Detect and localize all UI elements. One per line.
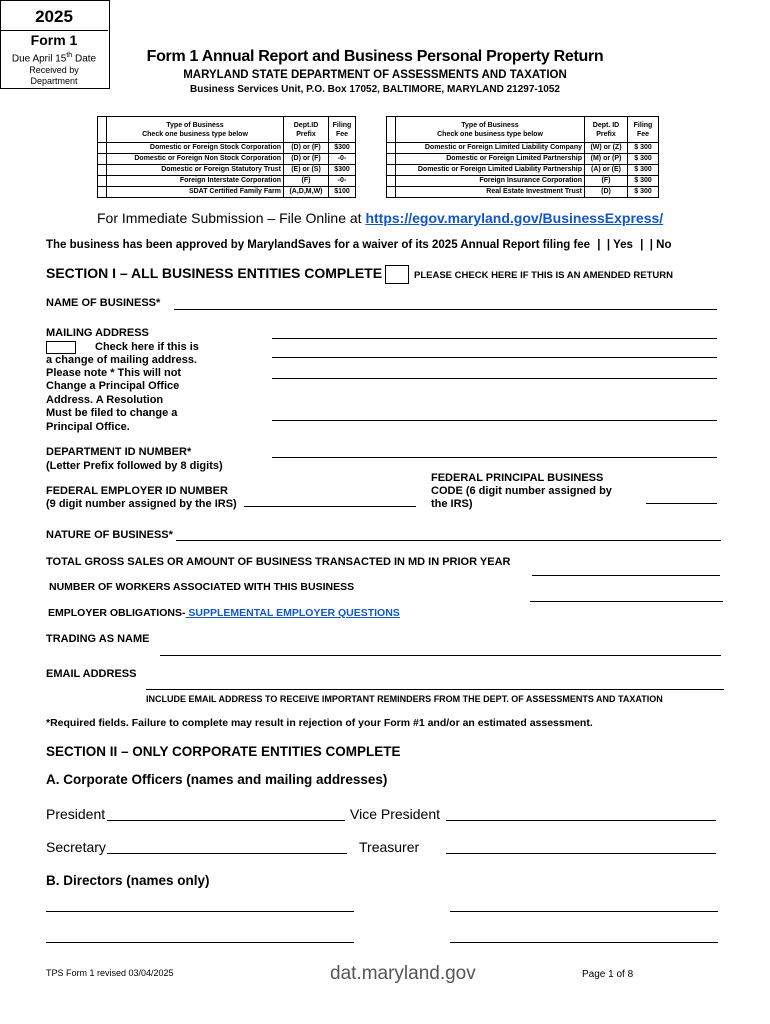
waiver-no-checkbox[interactable]: | | (640, 239, 653, 251)
director-field-3[interactable] (46, 942, 354, 943)
type-checkbox-header (98, 117, 107, 143)
employer-obligations (48, 607, 400, 619)
address-change-note: Change a Principal Office (46, 380, 180, 392)
page-number: Page 1 of 8 (582, 969, 634, 980)
trading-as-field[interactable] (160, 655, 721, 656)
business-type-row: Domestic or Foreign Non Stock Corporation (D) or (F) -0- (98, 154, 356, 165)
email-label: EMAIL ADDRESS (46, 668, 137, 680)
online-filing-notice (97, 210, 663, 226)
business-type-row: Foreign Insurance Corporation (F) $ 300 (387, 176, 659, 187)
type-checkbox[interactable] (98, 143, 107, 154)
corporate-officers-heading: A. Corporate Officers (names and mailing addresses) (46, 772, 388, 787)
department-id-label: DEPARTMENT ID NUMBER* (46, 446, 192, 458)
address-change-note: a change of mailing address. (46, 354, 197, 366)
type-checkbox[interactable] (387, 165, 396, 176)
fpbc-label: the IRS) (431, 498, 473, 510)
agency-address: Business Services Unit, P.O. Box 17052, BALTIMORE, MARYLAND 21297-1052 (190, 84, 560, 95)
mailing-address-line-1[interactable] (272, 338, 717, 339)
secretary-field[interactable] (107, 853, 347, 854)
trading-as-label: TRADING AS NAME (46, 633, 150, 645)
address-change-note: Principal Office. (46, 421, 130, 433)
business-express-link[interactable]: https://egov.maryland.gov/BusinessExpress/ (365, 210, 664, 226)
section-2-title: SECTION II – ONLY CORPORATE ENTITIES COMPLETE (46, 744, 401, 759)
business-type-row: Real Estate Investment Trust (D) $ 300 (387, 187, 659, 198)
waiver-no-label: No (656, 239, 672, 251)
department-id-note: (Letter Prefix followed by 8 digits) (46, 460, 223, 472)
mailing-address-line-2[interactable] (272, 357, 717, 358)
fein-field[interactable] (244, 506, 416, 507)
type-checkbox[interactable] (387, 154, 396, 165)
email-field[interactable] (146, 689, 724, 690)
employer-obligations-label: EMPLOYER OBLIGATIONS- (48, 607, 186, 619)
year-box (0, 0, 110, 89)
type-checkbox[interactable] (98, 165, 107, 176)
section-1-title: SECTION I – ALL BUSINESS ENTITIES COMPLETE (46, 265, 383, 281)
mailing-address-line-4[interactable] (272, 420, 717, 421)
fein-label: FEDERAL EMPLOYER ID NUMBER (46, 485, 228, 497)
business-name-label: NAME OF BUSINESS* (46, 297, 161, 309)
vice-president-field[interactable] (446, 820, 716, 821)
business-type-row: Domestic or Foreign Limited Partnership (M) or (P) $ 300 (387, 154, 659, 165)
required-fields-note: *Required fields. Failure to complete may result in rejection of your Form #1 and/or an estimated assessment. (46, 717, 593, 729)
address-change-note: Check here if this is (95, 341, 199, 353)
received-stamp-area: Received by Department (29, 65, 79, 86)
workers-field[interactable] (530, 601, 723, 602)
business-type-table-left: Type of Business Check one business type below Dept.ID Prefix Filing Fee Domestic or Foreign Stock Corporation (D) or (F) $300 Domestic or Foreign Non Stock Corporation (D) or (F) -0- Domestic or Foreign Statutory Trust (E) or (S) $300 Foreign Interstate Corporation (F) -0- SDAT Certified Family Farm (A,D,M,W) $100 (97, 116, 356, 198)
mailing-address-line-3[interactable] (272, 378, 717, 379)
type-checkbox[interactable] (387, 143, 396, 154)
business-type-row: Domestic or Foreign Limited Liability Partnership (A) or (E) $ 300 (387, 165, 659, 176)
director-field-4[interactable] (450, 942, 718, 943)
fpbc-field[interactable] (646, 503, 717, 504)
gross-sales-label: TOTAL GROSS SALES OR AMOUNT OF BUSINESS TRANSACTED IN MD IN PRIOR YEAR (46, 556, 511, 568)
type-checkbox[interactable] (98, 154, 107, 165)
nature-of-business-field[interactable] (176, 540, 721, 541)
address-change-note: Address. A Resolution (46, 394, 164, 406)
form-number: Form 1 (30, 32, 78, 48)
waiver-yes-checkbox[interactable]: | | (597, 239, 611, 251)
address-change-checkbox[interactable] (46, 341, 76, 354)
business-type-row: SDAT Certified Family Farm (A,D,M,W) $100 (98, 187, 356, 198)
type-checkbox[interactable] (98, 187, 107, 198)
mailing-address-label: MAILING ADDRESS (46, 327, 149, 339)
type-checkbox[interactable] (387, 187, 396, 198)
address-change-note: Must be filed to change a (46, 407, 178, 419)
fpbc-label: CODE (6 digit number assigned by (431, 485, 612, 497)
amended-return-checkbox[interactable] (385, 265, 409, 284)
department-id-field[interactable] (272, 457, 717, 458)
type-checkbox[interactable] (387, 176, 396, 187)
business-type-row: Domestic or Foreign Statutory Trust (E) or (S) $300 (98, 165, 356, 176)
supplemental-employer-link[interactable]: SUPPLEMENTAL EMPLOYER QUESTIONS (185, 607, 400, 619)
type-checkbox-header (387, 117, 396, 143)
fpbc-label: FEDERAL PRINCIPAL BUSINESS (431, 472, 604, 484)
due-date: Due April 15th Date (11, 52, 97, 65)
revision-note: TPS Form 1 revised 03/04/2025 (46, 968, 174, 978)
business-type-table-right: Type of Business Check one business type below Dept. ID Prefix Filing Fee Domestic or Foreign Limited Liability Company (W) or (Z) $ 300 Domestic or Foreign Limited Partnership (M) or (P) $ 300 Domestic or Foreign Limited Liability Partnership (A) or (E) $ 300 Foreign Insurance Corporation (F) $ 300 Real Estate Investment Trust (D) $ 300 (386, 116, 659, 198)
online-filing-text: For Immediate Submission – File Online at (97, 210, 366, 226)
gross-sales-field[interactable] (532, 575, 720, 576)
waiver-yes-label: Yes (613, 239, 633, 251)
fein-note: (9 digit number assigned by the IRS) (46, 498, 237, 510)
vice-president-label: Vice President (350, 806, 441, 822)
type-checkbox[interactable] (98, 176, 107, 187)
business-type-row: Domestic or Foreign Limited Liability Company (W) or (Z) $ 300 (387, 143, 659, 154)
director-field-1[interactable] (46, 911, 354, 912)
secretary-label: Secretary (46, 839, 106, 855)
site-logo-text: dat.maryland.gov (330, 963, 476, 984)
president-label: President (46, 806, 106, 822)
directors-heading: B. Directors (names only) (46, 873, 210, 888)
treasurer-label: Treasurer (359, 839, 420, 855)
nature-of-business-label: NATURE OF BUSINESS* (46, 529, 173, 541)
business-type-row: Domestic or Foreign Stock Corporation (D) or (F) $300 (98, 143, 356, 154)
business-name-field[interactable] (174, 309, 717, 310)
business-type-row: Foreign Interstate Corporation (F) -0- (98, 176, 356, 187)
page-title: Form 1 Annual Report and Business Personal Property Return (146, 48, 604, 65)
workers-label: NUMBER OF WORKERS ASSOCIATED WITH THIS BUSINESS (49, 581, 355, 593)
director-field-2[interactable] (450, 911, 718, 912)
treasurer-field[interactable] (446, 853, 716, 854)
address-change-note: Please note * This will not (46, 367, 182, 379)
agency-name: MARYLAND STATE DEPARTMENT OF ASSESSMENTS AND TAXATION (183, 69, 567, 81)
amended-return-label: PLEASE CHECK HERE IF THIS IS AN AMENDED RETURN (414, 270, 673, 281)
email-note: INCLUDE EMAIL ADDRESS TO RECEIVE IMPORTANT REMINDERS FROM THE DEPT. OF ASSESSMENTS AND TAXATION (146, 694, 663, 704)
form-year: 2025 (0, 0, 108, 31)
waiver-question: The business has been approved by MarylandSaves for a waiver of its 2025 Annual Report filing fee | | Yes | | No (46, 239, 672, 251)
president-field[interactable] (107, 820, 345, 821)
